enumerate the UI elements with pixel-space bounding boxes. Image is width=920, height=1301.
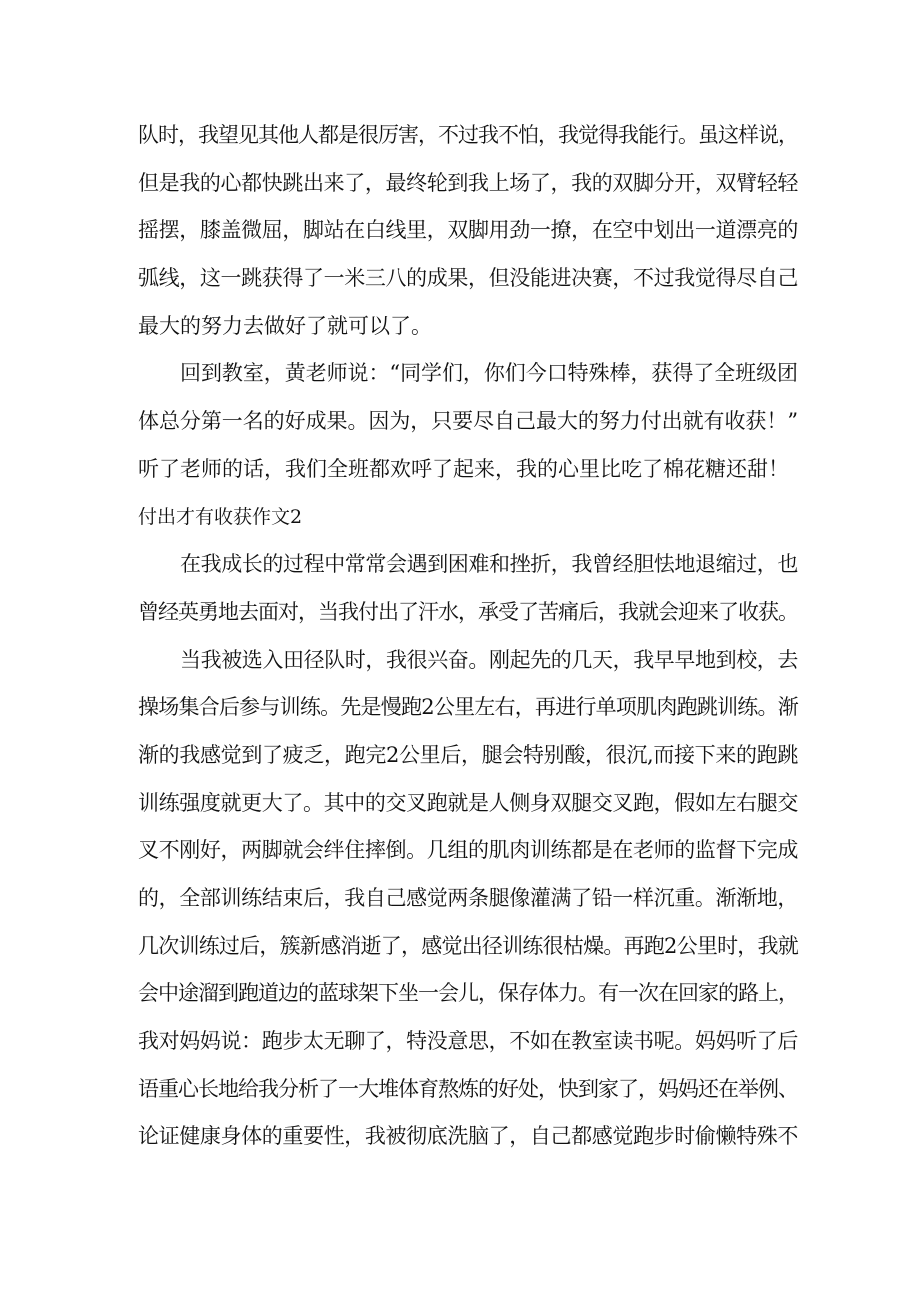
text-line: 操场集合后参与训练。先是慢跑2公里左右，再进行单项肌肉跑跳训练。渐 bbox=[138, 695, 798, 720]
text-line: 曾经英勇地去面对，当我付出了汗水，承受了苦痛后，我就会迎来了收获。 bbox=[138, 599, 798, 624]
document-body bbox=[138, 112, 798, 1161]
text-line: 最大的努力去做好了就可以了。 bbox=[138, 313, 432, 338]
text-line: 我对妈妈说：跑步太无聊了，特没意思，不如在教室读书呢。妈妈听了后 bbox=[138, 1029, 798, 1054]
text-line: 但是我的心都快跳出来了，最终轮到我上场了，我的双脚分开，双臂轻轻 bbox=[138, 170, 798, 195]
text-line: 听了老师的话，我们全班都欢呼了起来，我的心里比吃了棉花糖还甜！ bbox=[138, 456, 789, 481]
paragraph-start-line: 在我成长的过程中常常会遇到困难和挫折，我曾经胆怯地退缩过，也 bbox=[180, 552, 798, 577]
text-line: 论证健康身体的重要性，我被彻底洗脑了，自己都感觉跑步时偷懒特殊不 bbox=[138, 1124, 798, 1149]
paragraph-start-line: 回到教室，黄老师说：“同学们，你们今口特殊棒，获得了全班级团 bbox=[180, 361, 798, 386]
text-line: 训练强度就更大了。其中的交叉跑就是人侧身双腿交叉跑，假如左右腿交 bbox=[138, 790, 798, 815]
section-heading: 付出才有收获作文2 bbox=[138, 505, 303, 528]
text-line: 渐的我感觉到了疲乏，跑完2公里后，腿会特别酸，很沉,而接下来的跑跳 bbox=[138, 742, 798, 767]
text-line: 会中途溜到跑道边的蓝球架下坐一会儿，保存体力。有一次在回家的路上， bbox=[138, 981, 798, 1006]
text-line: 弧线，这一跳获得了一米三八的成果，但没能进决赛，不过我觉得尽自己 bbox=[138, 266, 798, 291]
text-line: 摇摆，膝盖微屈，脚站在白线里，双脚用劲一撩，在空中划出一道漂亮的 bbox=[138, 218, 798, 243]
text-line: 语重心长地给我分析了一大堆体育熬炼的好处，快到家了，妈妈还在举例、 bbox=[138, 1076, 798, 1101]
paragraph-start-line: 当我被选入田径队时，我很兴奋。刚起先的几天，我早早地到校，去 bbox=[180, 647, 798, 672]
text-line: 叉不刚好，两脚就会绊住摔倒。几组的肌肉训练都是在老师的监督下完成 bbox=[138, 838, 798, 863]
text-line: 几次训练过后，簇新感消逝了，感觉出径训练很枯燥。再跑2公里时，我就 bbox=[138, 933, 798, 958]
text-line: 的，全部训练结束后，我自己感觉两条腿像灌满了铅一样沉重。渐渐地， bbox=[138, 886, 798, 910]
text-line: 体总分第一名的好成果。因为，只要尽自己最大的努力付出就有收获！” bbox=[138, 409, 798, 434]
text-line: 队时，我望见其他人都是很厉害，不过我不怕，我觉得我能行。虽这样说， bbox=[138, 123, 798, 147]
